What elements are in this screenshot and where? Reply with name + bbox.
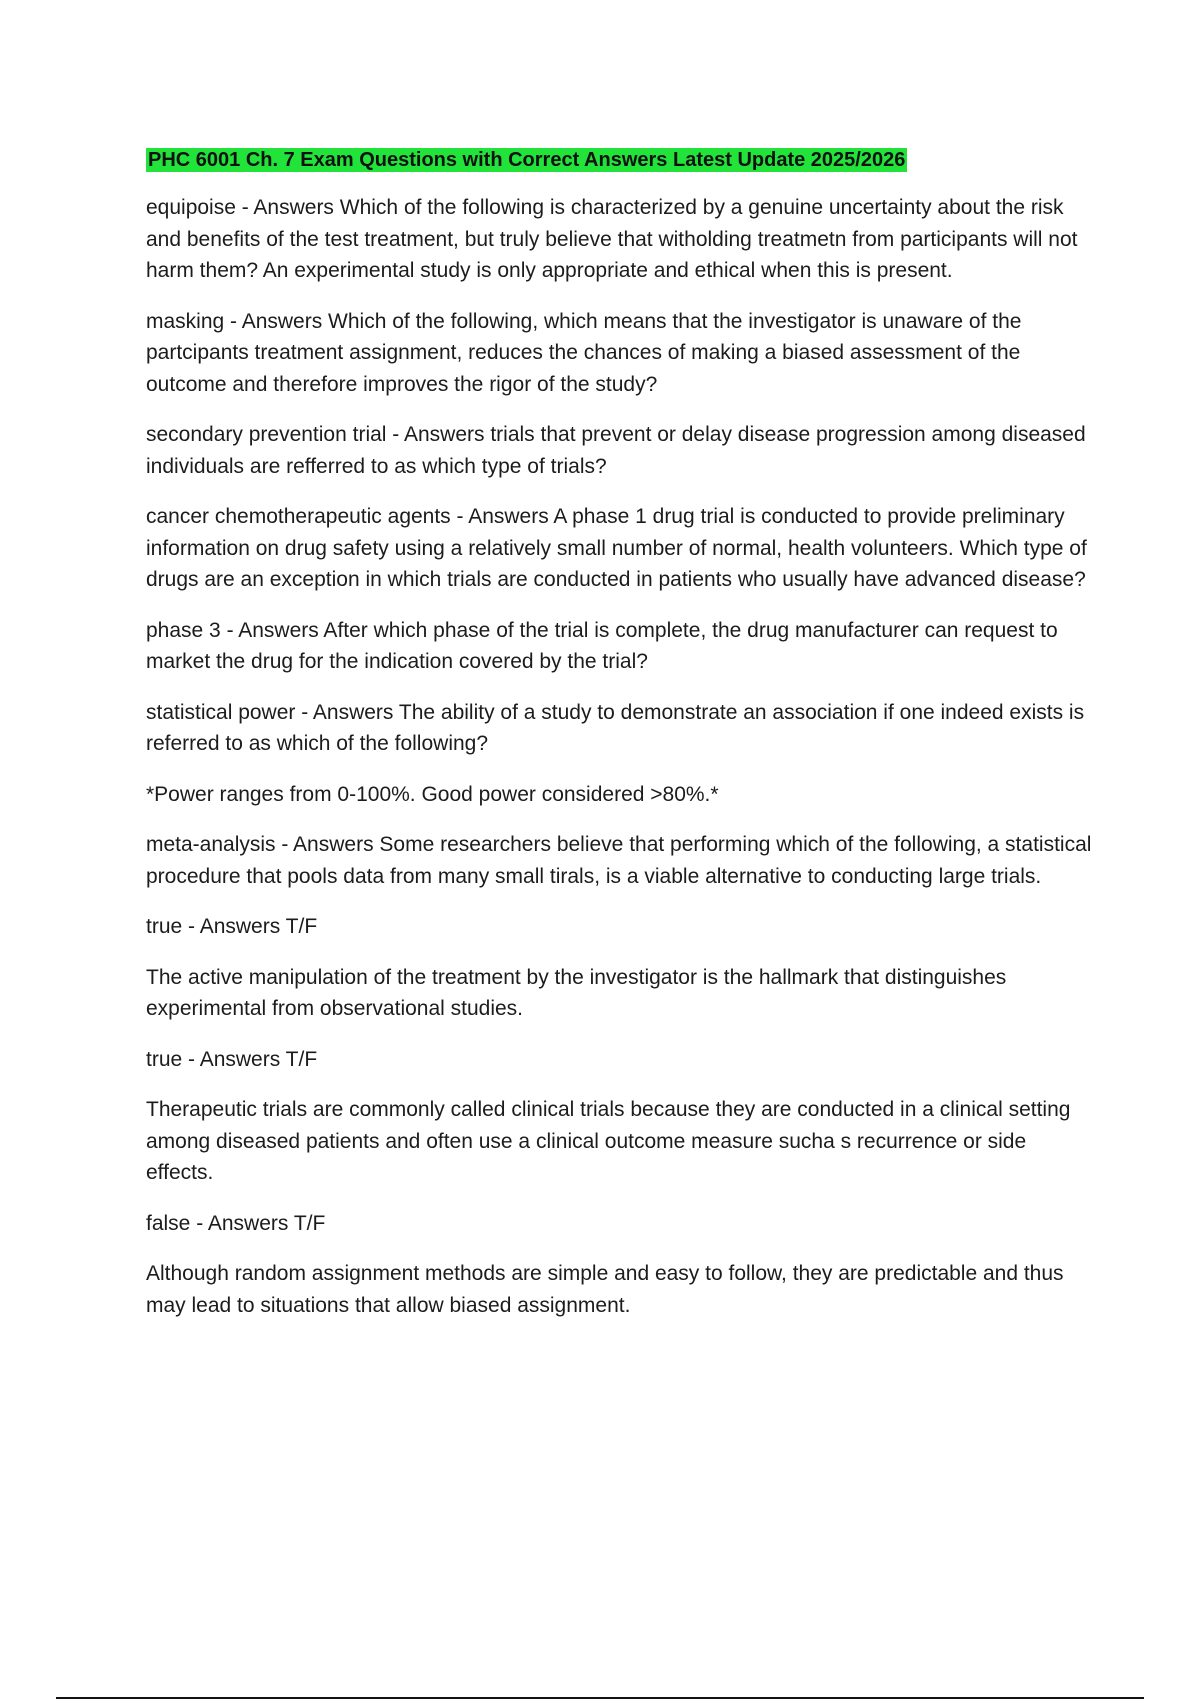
paragraph-therapeutic-trials: Therapeutic trials are commonly called clinical trials because they are conducted in a clinical setting among diseased patients and often use a clinical outcome measure sucha s recurrence or side effects. [146, 1098, 1071, 1184]
footer-rule [56, 1697, 1144, 1699]
paragraph-statistical-power: statistical power - Answers The ability of a study to demonstrate an association if one indeed exists is referred to as which of the following? [146, 700, 1085, 755]
paragraph-meta-analysis: meta-analysis - Answers Some researchers believe that performing which of the following, a statistical procedure that pools data from many small tirals, is a viable alternative to conducting large trials. [146, 833, 1092, 888]
paragraph-chemotherapeutic: cancer chemotherapeutic agents - Answers A phase 1 drug trial is conducted to provide preliminary information on drug safety using a relatively small number of normal, health volunteers. Which type of drugs are an exception in which trials are conducted in patients who usually have advanced disease? [146, 505, 1087, 591]
document-title: PHC 6001 Ch. 7 Exam Questions with Correct Answers Latest Update 2025/2026 [148, 149, 906, 171]
paragraph-secondary-prevention: secondary prevention trial - Answers trials that prevent or delay disease progression among diseased individuals are refferred to as which type of trials? [146, 423, 1086, 478]
title-line [146, 144, 1096, 178]
paragraph-equipoise: equipoise - Answers Which of the following is characterized by a genuine uncertainty about the risk and benefits of the test treatment, but truly believe that witholding treatmetn from participants will not harm them? An experimental study is only appropriate and ethical when this is present. [146, 196, 1078, 282]
paragraph-manipulation: The active manipulation of the treatment by the investigator is the hallmark that distinguishes experimental from observational studies. [146, 965, 1007, 1020]
paragraph-power-note: *Power ranges from 0-100%. Good power considered >80%.* [146, 782, 719, 806]
paragraph-random-assignment: Although random assignment methods are simple and easy to follow, they are predictable and thus may lead to situations that allow biased assignment. [146, 1262, 1064, 1317]
document-content [146, 144, 1096, 1340]
paragraph-masking: masking - Answers Which of the following, which means that the investigator is unaware of the partcipants treatment assignment, reduces the chances of making a biased assessment of the outcome and therefore improves the rigor of the study? [146, 309, 1022, 396]
paragraph-answer-false: false - Answers T/F [146, 1211, 326, 1235]
paragraph-phase-3: phase 3 - Answers After which phase of the trial is complete, the drug manufacturer can request to market the drug for the indication covered by the trial? [146, 618, 1058, 673]
paragraph-answer-true-1: true - Answers T/F [146, 915, 318, 938]
paragraph-answer-true-2: true - Answers T/F [146, 1047, 318, 1071]
